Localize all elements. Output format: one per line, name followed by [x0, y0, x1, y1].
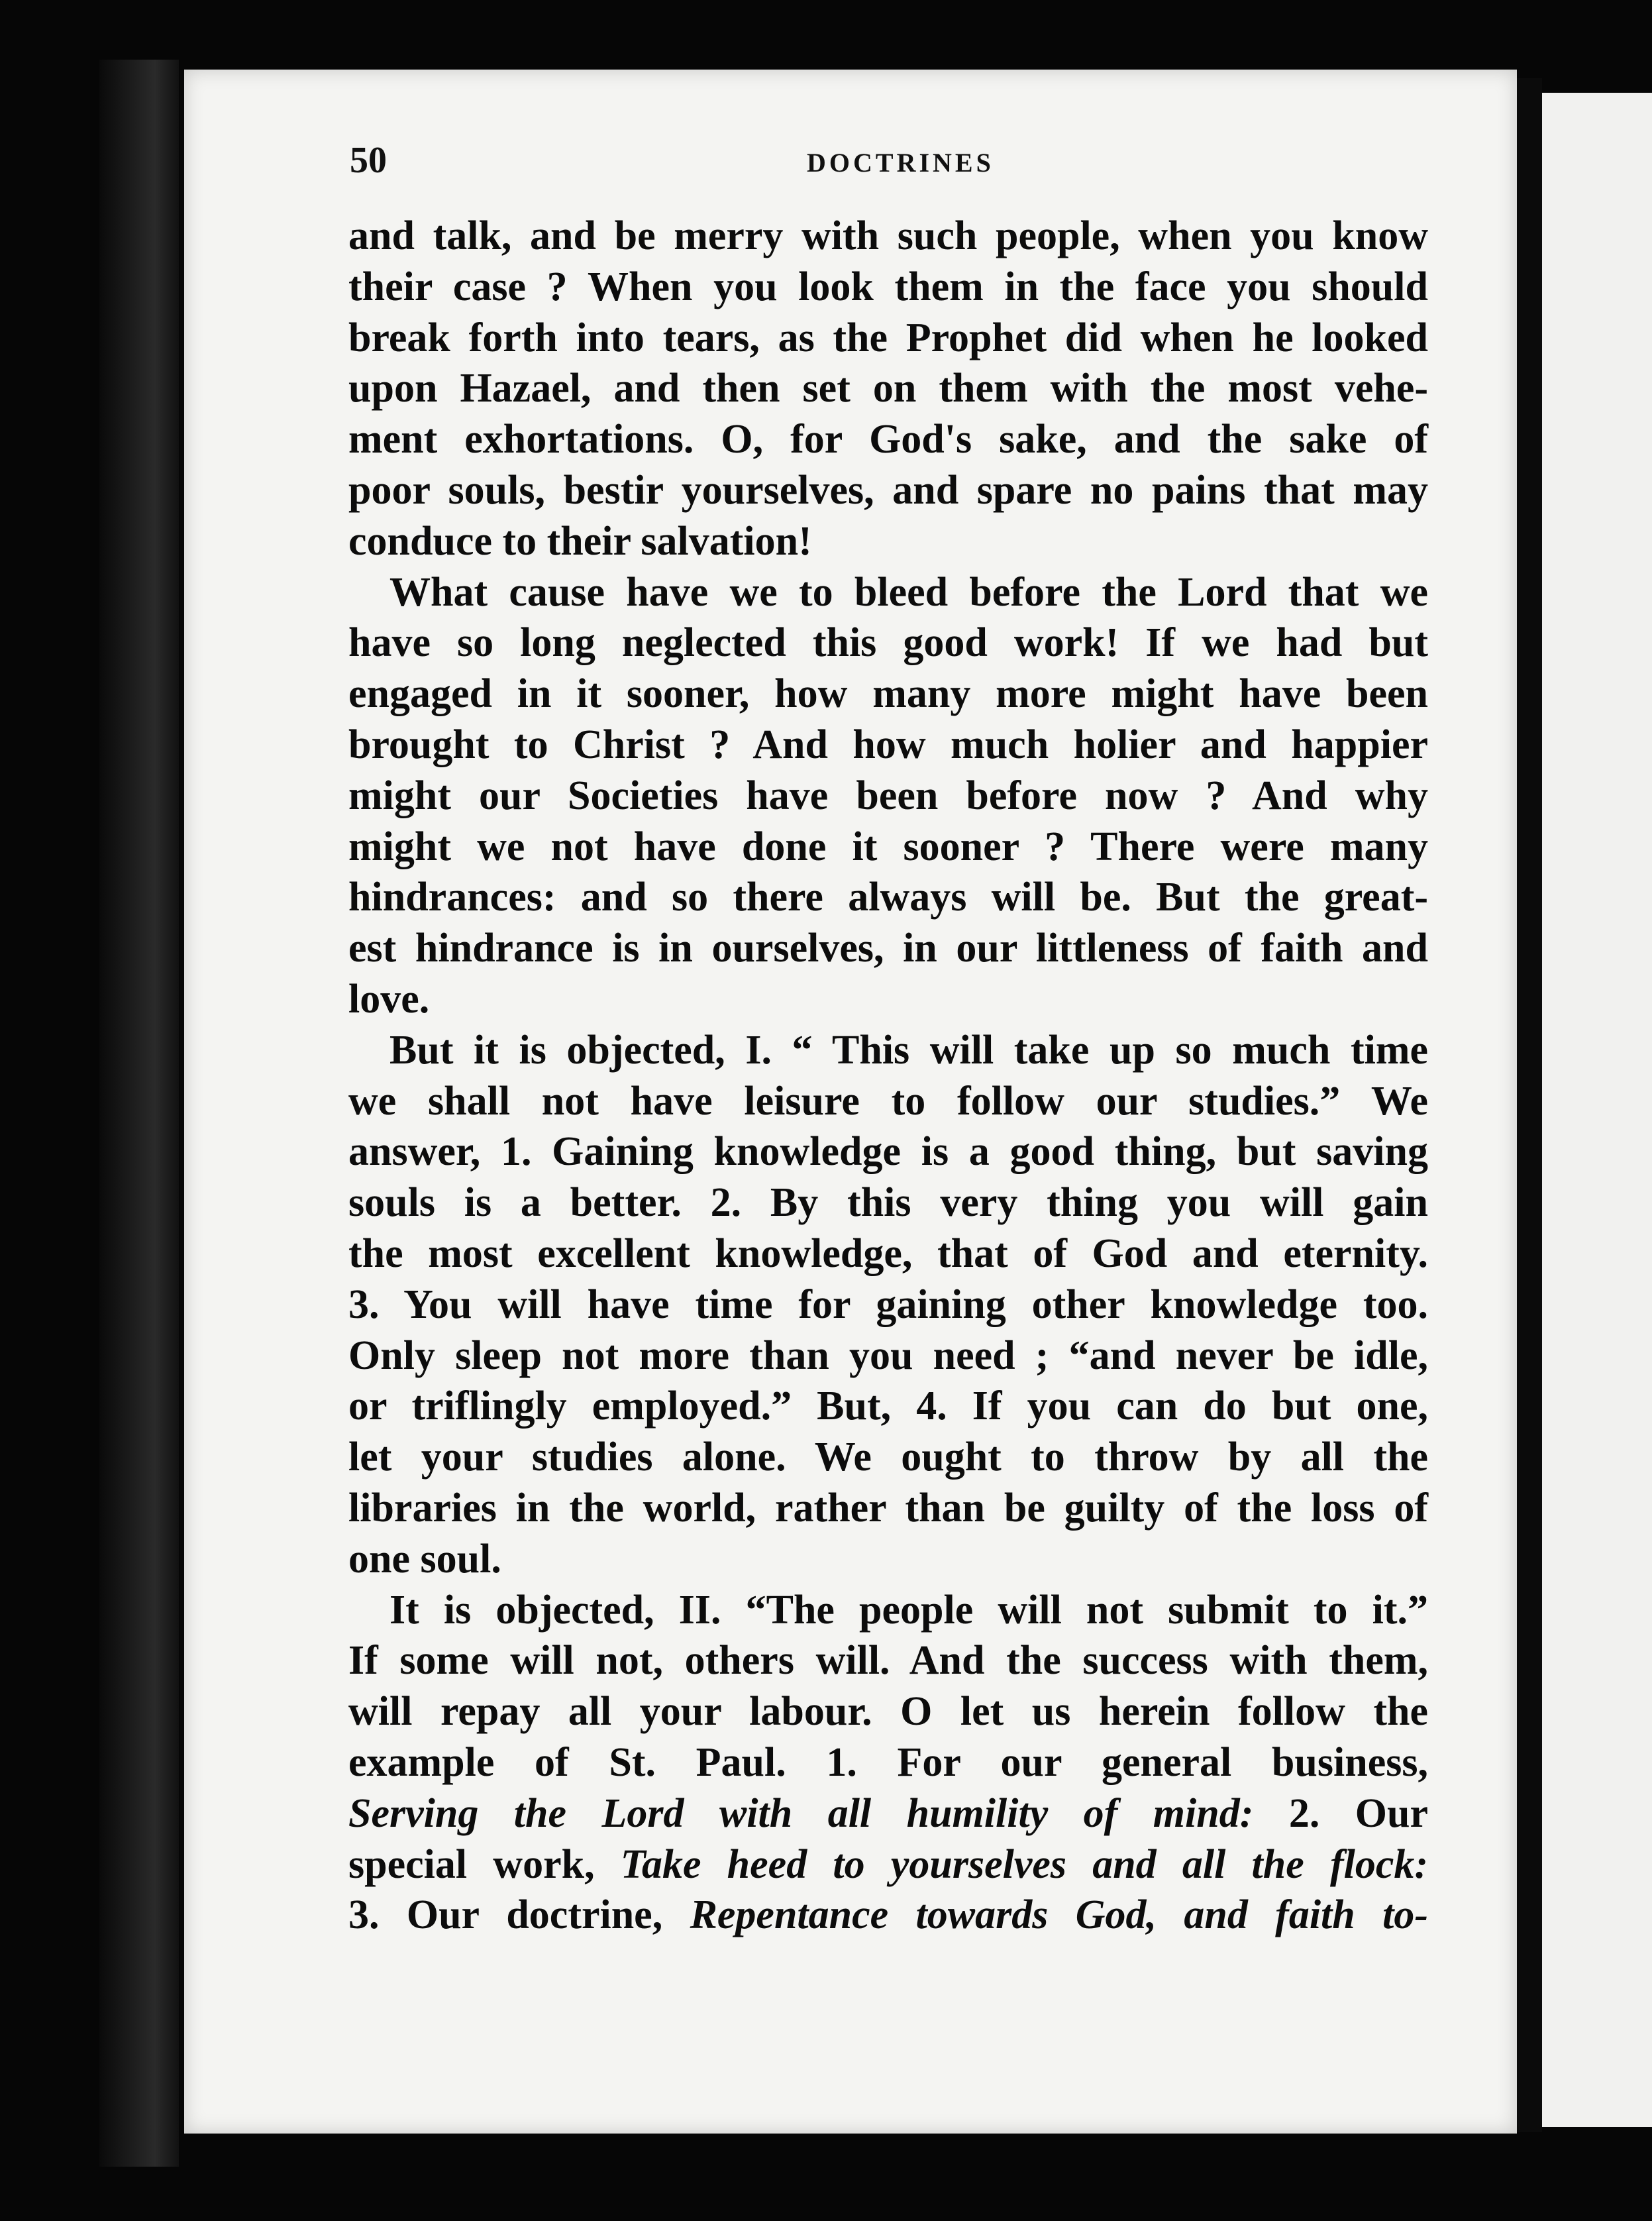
text-line: If some will not, others will. And the success with them,	[348, 1638, 1428, 1684]
text-line	[348, 1890, 1428, 1941]
paragraph-4	[348, 1585, 1428, 1941]
text-fragment: 2. Our	[1253, 1790, 1428, 1836]
paragraph-2	[348, 567, 1428, 1025]
text-line: will repay all your labour. O let us herein follow the	[348, 1689, 1428, 1735]
text-line: ment exhortations. O, for God's sake, and the sake of	[348, 417, 1428, 462]
page-header	[350, 139, 1343, 212]
text-line	[348, 1839, 1428, 1890]
text-line: est hindrance is in ourselves, in our littleness of faith and	[348, 926, 1428, 971]
paragraph-3	[348, 1025, 1428, 1585]
text-fragment: special work,	[348, 1841, 621, 1887]
text-line: What cause have we to bleed before the Lord that we	[389, 569, 1428, 615]
paragraph-1	[348, 211, 1428, 567]
running-head: DOCTRINES	[807, 148, 994, 178]
text-line: their case ? When you look them in the face you should	[348, 264, 1428, 309]
text-line: the most excellent knowledge, that of God and eternity.	[348, 1230, 1428, 1276]
text-line: souls is a better. 2. By this very thing you will gain	[348, 1180, 1428, 1226]
italic-quote: Serving the Lord with all humility of mind:	[348, 1790, 1254, 1836]
body-text	[348, 211, 1428, 1941]
text-line: answer, 1. Gaining knowledge is a good thing, but saving	[348, 1129, 1428, 1175]
text-line: Only sleep not more than you need ; “and never be idle,	[348, 1332, 1428, 1378]
text-line: But it is objected, I. “ This will take up so much time	[389, 1027, 1428, 1073]
text-line	[348, 1788, 1428, 1839]
facing-page-edge	[1542, 93, 1652, 2127]
text-line: let your studies alone. We ought to throw by all the	[348, 1435, 1428, 1480]
text-line: might we not have done it sooner ? There were many	[348, 824, 1428, 869]
page-number: 50	[350, 140, 387, 181]
text-line: hindrances: and so there always will be. But the great-	[348, 875, 1428, 920]
text-line: libraries in the world, rather than be guilty of the loss of	[348, 1485, 1428, 1531]
text-line: poor souls, bestir yourselves, and spare no pains that may	[348, 467, 1428, 513]
text-line: and talk, and be merry with such people, when you know	[348, 213, 1428, 258]
text-line: have so long neglected this good work! If we had but	[348, 620, 1428, 666]
italic-quote: Repentance towards God, and faith to-	[690, 1892, 1428, 1938]
text-fragment: 3. Our doctrine,	[348, 1892, 690, 1938]
text-line: conduce to their salvation!	[348, 518, 812, 564]
text-line: might our Societies have been before now ? And why	[348, 773, 1428, 818]
text-line: upon Hazael, and then set on them with the most vehe-	[348, 366, 1428, 411]
text-line: engaged in it sooner, how many more might have been	[348, 671, 1428, 717]
text-line: we shall not have leisure to follow our studies.” We	[348, 1078, 1428, 1124]
text-line: It is objected, II. “The people will not submit to it.”	[389, 1587, 1428, 1633]
text-line: or triflingly employed.” But, 4. If you can do but one,	[348, 1383, 1428, 1429]
text-line: 3. You will have time for gaining other knowledge too.	[348, 1281, 1428, 1327]
text-line: example of St. Paul. 1. For our general business,	[348, 1739, 1428, 1785]
page-gutter	[1517, 78, 1542, 2132]
italic-quote: Take heed to yourselves and all the flock:	[620, 1841, 1428, 1887]
text-line: one soul.	[348, 1536, 501, 1582]
text-line: break forth into tears, as the Prophet did when he looked	[348, 315, 1428, 360]
text-line: brought to Christ ? And how much holier and happier	[348, 722, 1428, 767]
text-line: love.	[348, 976, 430, 1022]
book-spine	[99, 60, 179, 2167]
